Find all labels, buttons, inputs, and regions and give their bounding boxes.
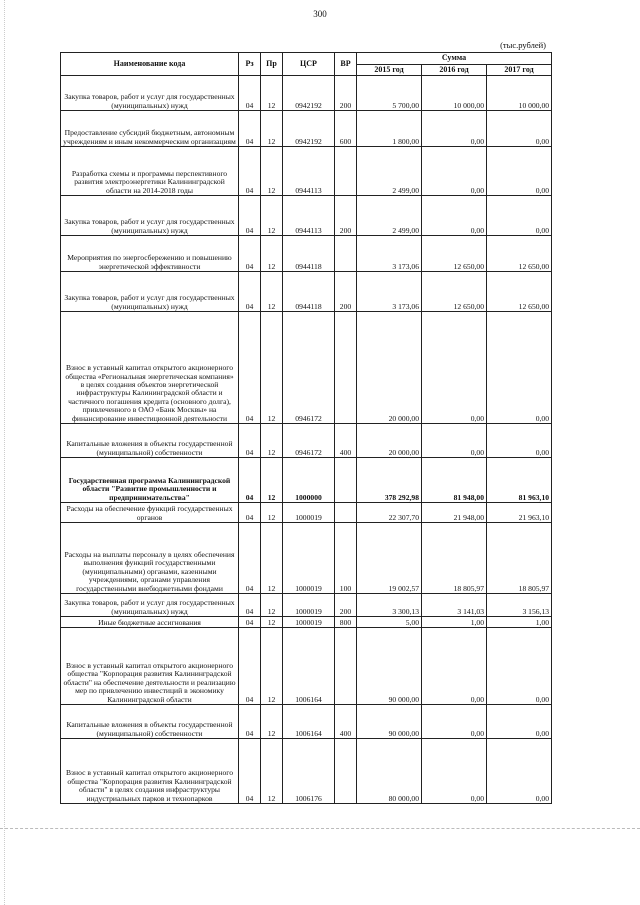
row-2017-cell: 18 805,97 bbox=[487, 523, 552, 594]
row-name-cell: Капитальные вложения в объекты государственной (муниципальной) собственности bbox=[61, 424, 239, 458]
row-2016-cell: 81 948,00 bbox=[422, 458, 487, 503]
row-pr-cell: 12 bbox=[261, 111, 283, 147]
row-pr-cell: 12 bbox=[261, 458, 283, 503]
row-2017-cell: 1,00 bbox=[487, 617, 552, 628]
row-2017-cell: 0,00 bbox=[487, 739, 552, 804]
row-rz-cell: 04 bbox=[239, 739, 261, 804]
row-2015-cell: 20 000,00 bbox=[357, 424, 422, 458]
row-name-cell: Закупка товаров, работ и услуг для государственных (муниципальных) нужд bbox=[61, 594, 239, 617]
row-csr-cell: 1006164 bbox=[283, 628, 335, 705]
row-pr-cell: 12 bbox=[261, 594, 283, 617]
row-rz-cell: 04 bbox=[239, 424, 261, 458]
row-2015-cell: 5 700,00 bbox=[357, 76, 422, 111]
row-name-cell: Закупка товаров, работ и услуг для государственных (муниципальных) нужд bbox=[61, 76, 239, 111]
table-row bbox=[61, 503, 552, 523]
row-name-cell: Капитальные вложения в объекты государственной (муниципальной) собственности bbox=[61, 705, 239, 739]
row-rz-cell: 04 bbox=[239, 617, 261, 628]
row-2016-cell: 18 805,97 bbox=[422, 523, 487, 594]
row-2017-cell: 0,00 bbox=[487, 111, 552, 147]
row-csr-cell: 1000019 bbox=[283, 503, 335, 523]
page-number: 300 bbox=[313, 9, 327, 19]
row-2017-cell: 0,00 bbox=[487, 312, 552, 424]
row-2015-cell: 22 307,70 bbox=[357, 503, 422, 523]
row-2017-cell: 10 000,00 bbox=[487, 76, 552, 111]
row-vr-cell: 200 bbox=[335, 594, 357, 617]
scan-edge-line bbox=[0, 828, 640, 830]
row-pr-cell: 12 bbox=[261, 196, 283, 236]
table-row bbox=[61, 424, 552, 458]
row-2015-cell: 1 800,00 bbox=[357, 111, 422, 147]
row-pr-cell: 12 bbox=[261, 628, 283, 705]
row-2016-cell: 0,00 bbox=[422, 628, 487, 705]
row-vr-cell bbox=[335, 739, 357, 804]
table-row bbox=[61, 111, 552, 147]
row-pr-cell: 12 bbox=[261, 424, 283, 458]
row-2016-cell: 0,00 bbox=[422, 111, 487, 147]
row-2017-cell: 21 963,10 bbox=[487, 503, 552, 523]
row-pr-cell: 12 bbox=[261, 503, 283, 523]
table-row bbox=[61, 196, 552, 236]
row-name-cell: Закупка товаров, работ и услуг для государственных (муниципальных) нужд bbox=[61, 272, 239, 312]
row-2015-cell: 2 499,00 bbox=[357, 147, 422, 196]
table-row bbox=[61, 312, 552, 424]
row-pr-cell: 12 bbox=[261, 236, 283, 272]
row-pr-cell: 12 bbox=[261, 617, 283, 628]
header-csr: ЦСР bbox=[283, 53, 335, 76]
row-2017-cell: 81 963,10 bbox=[487, 458, 552, 503]
row-vr-cell bbox=[335, 312, 357, 424]
row-name-cell: Расходы на обеспечение функций государственных органов bbox=[61, 503, 239, 523]
row-2015-cell: 2 499,00 bbox=[357, 196, 422, 236]
row-vr-cell: 400 bbox=[335, 424, 357, 458]
row-vr-cell: 200 bbox=[335, 196, 357, 236]
header-2016: 2016 год bbox=[422, 64, 487, 76]
scan-left-edge bbox=[4, 0, 6, 905]
row-csr-cell: 0944118 bbox=[283, 272, 335, 312]
row-2017-cell: 0,00 bbox=[487, 705, 552, 739]
row-rz-cell: 04 bbox=[239, 523, 261, 594]
row-2016-cell: 0,00 bbox=[422, 147, 487, 196]
row-rz-cell: 04 bbox=[239, 236, 261, 272]
row-name-cell: Закупка товаров, работ и услуг для государственных (муниципальных) нужд bbox=[61, 196, 239, 236]
row-rz-cell: 04 bbox=[239, 196, 261, 236]
row-2016-cell: 12 650,00 bbox=[422, 236, 487, 272]
row-2015-cell: 80 000,00 bbox=[357, 739, 422, 804]
row-csr-cell: 0944113 bbox=[283, 147, 335, 196]
row-pr-cell: 12 bbox=[261, 705, 283, 739]
row-vr-cell bbox=[335, 503, 357, 523]
row-csr-cell: 1000019 bbox=[283, 523, 335, 594]
row-rz-cell: 04 bbox=[239, 458, 261, 503]
row-name-cell: Иные бюджетные ассигнования bbox=[61, 617, 239, 628]
row-2016-cell: 21 948,00 bbox=[422, 503, 487, 523]
row-vr-cell: 800 bbox=[335, 617, 357, 628]
row-2016-cell: 3 141,03 bbox=[422, 594, 487, 617]
row-csr-cell: 0942192 bbox=[283, 111, 335, 147]
row-csr-cell: 0944113 bbox=[283, 196, 335, 236]
row-2016-cell: 0,00 bbox=[422, 312, 487, 424]
row-vr-cell bbox=[335, 147, 357, 196]
header-rz: Рз bbox=[239, 53, 261, 76]
row-rz-cell: 04 bbox=[239, 76, 261, 111]
row-2017-cell: 0,00 bbox=[487, 424, 552, 458]
row-vr-cell: 600 bbox=[335, 111, 357, 147]
row-2015-cell: 378 292,98 bbox=[357, 458, 422, 503]
row-rz-cell: 04 bbox=[239, 111, 261, 147]
row-2015-cell: 90 000,00 bbox=[357, 705, 422, 739]
row-rz-cell: 04 bbox=[239, 705, 261, 739]
units-label: (тыс.рублей) bbox=[500, 40, 546, 50]
header-name: Наименование кода bbox=[61, 53, 239, 76]
row-name-cell: Расходы на выплаты персоналу в целях обеспечения выполнения функций государственными (муниципальными) органами, казенными учреждениями, органами управления государственными внебюджетными фондами bbox=[61, 523, 239, 594]
table-row bbox=[61, 594, 552, 617]
row-rz-cell: 04 bbox=[239, 312, 261, 424]
row-2015-cell: 19 002,57 bbox=[357, 523, 422, 594]
table-row bbox=[61, 523, 552, 594]
row-pr-cell: 12 bbox=[261, 739, 283, 804]
row-name-cell: Мероприятия по энергосбережению и повышению энергетической эффективности bbox=[61, 236, 239, 272]
row-2017-cell: 12 650,00 bbox=[487, 272, 552, 312]
row-csr-cell: 1006164 bbox=[283, 705, 335, 739]
row-csr-cell: 1000019 bbox=[283, 617, 335, 628]
row-csr-cell: 1000019 bbox=[283, 594, 335, 617]
row-vr-cell: 400 bbox=[335, 705, 357, 739]
row-name-cell: Предоставление субсидий бюджетным, автономным учреждениям и иным некоммерческим организациям bbox=[61, 111, 239, 147]
header-2015: 2015 год bbox=[357, 64, 422, 76]
row-2017-cell: 3 156,13 bbox=[487, 594, 552, 617]
row-rz-cell: 04 bbox=[239, 503, 261, 523]
table-row bbox=[61, 272, 552, 312]
row-rz-cell: 04 bbox=[239, 147, 261, 196]
row-vr-cell: 100 bbox=[335, 523, 357, 594]
row-csr-cell: 0944118 bbox=[283, 236, 335, 272]
row-vr-cell bbox=[335, 458, 357, 503]
row-csr-cell: 1006176 bbox=[283, 739, 335, 804]
row-2016-cell: 0,00 bbox=[422, 196, 487, 236]
table-row bbox=[61, 739, 552, 804]
row-vr-cell bbox=[335, 628, 357, 705]
row-vr-cell: 200 bbox=[335, 76, 357, 111]
table-row bbox=[61, 617, 552, 628]
row-csr-cell: 0946172 bbox=[283, 424, 335, 458]
header-sum: Сумма bbox=[357, 53, 552, 65]
row-2016-cell: 1,00 bbox=[422, 617, 487, 628]
row-name-cell: Взнос в уставный капитал открытого акционерного общества "Корпорация развития Калининградской области" в целях создания инфраструктуры индустриальных парков и технопарков bbox=[61, 739, 239, 804]
table-row bbox=[61, 628, 552, 705]
row-pr-cell: 12 bbox=[261, 523, 283, 594]
row-rz-cell: 04 bbox=[239, 594, 261, 617]
row-name-cell: Государственная программа Калининградской области "Развитие промышленности и предпринимательства" bbox=[61, 458, 239, 503]
table-row bbox=[61, 458, 552, 503]
row-2015-cell: 90 000,00 bbox=[357, 628, 422, 705]
row-2015-cell: 3 300,13 bbox=[357, 594, 422, 617]
row-vr-cell bbox=[335, 236, 357, 272]
row-2016-cell: 0,00 bbox=[422, 424, 487, 458]
table-row bbox=[61, 705, 552, 739]
row-pr-cell: 12 bbox=[261, 147, 283, 196]
budget-table bbox=[60, 52, 552, 804]
row-pr-cell: 12 bbox=[261, 272, 283, 312]
row-rz-cell: 04 bbox=[239, 272, 261, 312]
row-csr-cell: 0942192 bbox=[283, 76, 335, 111]
row-csr-cell: 1000000 bbox=[283, 458, 335, 503]
row-pr-cell: 12 bbox=[261, 76, 283, 111]
table-row bbox=[61, 76, 552, 111]
row-2017-cell: 0,00 bbox=[487, 196, 552, 236]
header-vr: ВР bbox=[335, 53, 357, 76]
row-csr-cell: 0946172 bbox=[283, 312, 335, 424]
row-2015-cell: 5,00 bbox=[357, 617, 422, 628]
table-row bbox=[61, 147, 552, 196]
row-2016-cell: 12 650,00 bbox=[422, 272, 487, 312]
row-2017-cell: 12 650,00 bbox=[487, 236, 552, 272]
row-name-cell: Разработка схемы и программы перспективного развития электроэнергетики Калининградской области на 2014-2018 годы bbox=[61, 147, 239, 196]
table-row bbox=[61, 236, 552, 272]
row-vr-cell: 200 bbox=[335, 272, 357, 312]
row-2016-cell: 0,00 bbox=[422, 739, 487, 804]
header-pr: Пр bbox=[261, 53, 283, 76]
row-2017-cell: 0,00 bbox=[487, 628, 552, 705]
row-2016-cell: 0,00 bbox=[422, 705, 487, 739]
row-2017-cell: 0,00 bbox=[487, 147, 552, 196]
row-2015-cell: 3 173,06 bbox=[357, 236, 422, 272]
row-2016-cell: 10 000,00 bbox=[422, 76, 487, 111]
row-name-cell: Взнос в уставный капитал открытого акционерного общества «Региональная энергетическая компания» в целях создания объектов энергетической инфраструктуры Калининградской области и частичного погашения кредита (основного долга), привлеченного в ОАО «Банк Москвы» на финансирование инвестиционной деятельности bbox=[61, 312, 239, 424]
row-2015-cell: 20 000,00 bbox=[357, 312, 422, 424]
row-name-cell: Взнос в уставный капитал открытого акционерного общества "Корпорация развития Калининградской области" на обеспечение деятельности и реализацию мер по привлечению инвестиций в экономику Калининградской области bbox=[61, 628, 239, 705]
header-2017: 2017 год bbox=[487, 64, 552, 76]
row-2015-cell: 3 173,06 bbox=[357, 272, 422, 312]
row-pr-cell: 12 bbox=[261, 312, 283, 424]
row-rz-cell: 04 bbox=[239, 628, 261, 705]
